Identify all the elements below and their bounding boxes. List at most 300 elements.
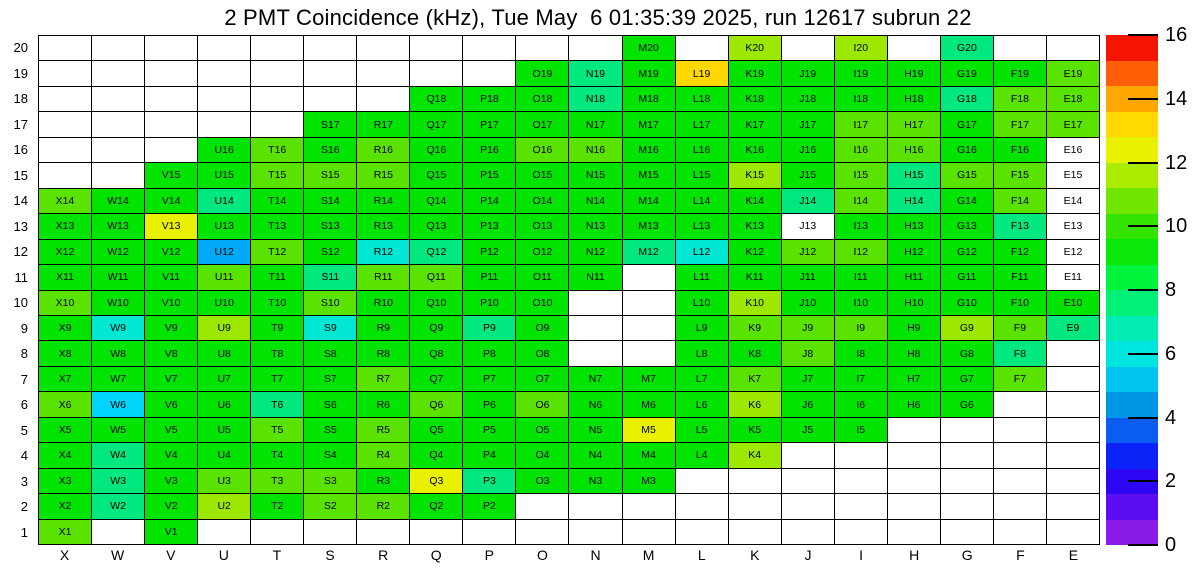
- heatmap-cell-N17: N17: [569, 112, 622, 137]
- heatmap-cell-P6: P6: [463, 392, 516, 417]
- heatmap-cell-W2: W2: [92, 494, 145, 519]
- heatmap-cell-S5: S5: [304, 418, 357, 443]
- heatmap-cell-Q8: Q8: [410, 341, 463, 366]
- heatmap-cell-O5: O5: [516, 418, 569, 443]
- heatmap-cell-empty: [516, 36, 569, 61]
- heatmap-cell-empty: [198, 36, 251, 61]
- heatmap-cell-empty: [251, 87, 304, 112]
- heatmap-cell-empty: [39, 87, 92, 112]
- heatmap-cell-I15: I15: [835, 163, 888, 188]
- heatmap-cell-S14: S14: [304, 189, 357, 214]
- heatmap-cell-O7: O7: [516, 367, 569, 392]
- heatmap-cell-E19: E19: [1047, 61, 1100, 86]
- heatmap-cell-Q12: Q12: [410, 240, 463, 265]
- heatmap-cell-J6: J6: [782, 392, 835, 417]
- heatmap-cell-J17: J17: [782, 112, 835, 137]
- heatmap-cell-empty: [410, 520, 463, 545]
- heatmap-cell-N14: N14: [569, 189, 622, 214]
- heatmap-cell-R6: R6: [357, 392, 410, 417]
- heatmap-cell-O4: O4: [516, 443, 569, 468]
- heatmap-cell-T10: T10: [251, 291, 304, 316]
- heatmap-cell-V6: V6: [145, 392, 198, 417]
- colorbar-tick-8: [1128, 289, 1158, 291]
- heatmap-cell-empty: [304, 36, 357, 61]
- heatmap-cell-V14: V14: [145, 189, 198, 214]
- heatmap-cell-Q16: Q16: [410, 138, 463, 163]
- heatmap-cell-F17: F17: [994, 112, 1047, 137]
- heatmap-cell-empty: [304, 61, 357, 86]
- heatmap-cell-H19: H19: [888, 61, 941, 86]
- heatmap-cell-K10: K10: [729, 291, 782, 316]
- y-tick-label-11: 11: [14, 269, 28, 285]
- heatmap-cell-E12: E12: [1047, 240, 1100, 265]
- heatmap-cell-K8: K8: [729, 341, 782, 366]
- heatmap-cell-O9: O9: [516, 316, 569, 341]
- heatmap-cell-S4: S4: [304, 443, 357, 468]
- heatmap-cell-empty: [941, 469, 994, 494]
- heatmap-cell-N13: N13: [569, 214, 622, 239]
- heatmap-cell-H16: H16: [888, 138, 941, 163]
- heatmap-cell-J14: J14: [782, 189, 835, 214]
- heatmap-cell-empty: [92, 520, 145, 545]
- heatmap-cell-V3: V3: [145, 469, 198, 494]
- heatmap-cell-T12: T12: [251, 240, 304, 265]
- heatmap-cell-Q5: Q5: [410, 418, 463, 443]
- heatmap-cell-P14: P14: [463, 189, 516, 214]
- y-tick-label-15: 15: [13, 167, 28, 183]
- heatmap-cell-J19: J19: [782, 61, 835, 86]
- y-tick-label-2: 2: [20, 499, 28, 514]
- heatmap-cell-empty: [357, 87, 410, 112]
- heatmap-cell-H9: H9: [888, 316, 941, 341]
- heatmap-cell-K15: K15: [729, 163, 782, 188]
- heatmap-cell-S10: S10: [304, 291, 357, 316]
- heatmap-cell-G16: G16: [941, 138, 994, 163]
- heatmap-cell-T15: T15: [251, 163, 304, 188]
- colorbar-tick-label-2: 2: [1165, 470, 1177, 493]
- heatmap-cell-K4: K4: [729, 443, 782, 468]
- heatmap-cell-U7: U7: [198, 367, 251, 392]
- heatmap-cell-empty: [145, 36, 198, 61]
- colorbar-tick-4: [1128, 417, 1158, 419]
- heatmap-cell-I10: I10: [835, 291, 888, 316]
- heatmap-cell-N19: N19: [569, 61, 622, 86]
- heatmap-cell-F10: F10: [994, 291, 1047, 316]
- heatmap-cell-empty: [994, 520, 1047, 545]
- x-tick-label-R: R: [378, 547, 389, 563]
- heatmap-cell-H18: H18: [888, 87, 941, 112]
- heatmap-cell-L16: L16: [676, 138, 729, 163]
- heatmap-cell-G14: G14: [941, 189, 994, 214]
- heatmap-cell-S6: S6: [304, 392, 357, 417]
- heatmap-cell-T16: T16: [251, 138, 304, 163]
- colorbar-band-4: [1106, 418, 1158, 444]
- heatmap-cell-W3: W3: [92, 469, 145, 494]
- heatmap-cell-V7: V7: [145, 367, 198, 392]
- heatmap-cell-L13: L13: [676, 214, 729, 239]
- colorbar-band-19: [1106, 35, 1158, 61]
- heatmap-cell-empty: [888, 469, 941, 494]
- heatmap-cell-empty: [623, 291, 676, 316]
- heatmap-cell-E11: E11: [1047, 265, 1100, 290]
- heatmap-cell-R14: R14: [357, 189, 410, 214]
- heatmap-cell-G20: G20: [941, 36, 994, 61]
- heatmap-cell-I9: I9: [835, 316, 888, 341]
- heatmap-cell-O10: O10: [516, 291, 569, 316]
- heatmap-cell-empty: [1047, 520, 1100, 545]
- heatmap-cell-X4: X4: [39, 443, 92, 468]
- heatmap-cell-O12: O12: [516, 240, 569, 265]
- heatmap-cell-empty: [1047, 418, 1100, 443]
- heatmap-cell-F13: F13: [994, 214, 1047, 239]
- heatmap-cell-Q2: Q2: [410, 494, 463, 519]
- y-tick-label-19: 19: [13, 65, 28, 81]
- heatmap-cell-N6: N6: [569, 392, 622, 417]
- heatmap-cell-I18: I18: [835, 87, 888, 112]
- heatmap-cell-empty: [1047, 494, 1100, 519]
- heatmap-cell-J7: J7: [782, 367, 835, 392]
- heatmap-cell-U6: U6: [198, 392, 251, 417]
- heatmap-cell-V1: V1: [145, 520, 198, 545]
- heatmap-cell-O19: O19: [516, 61, 569, 86]
- heatmap-cell-T7: T7: [251, 367, 304, 392]
- y-tick-label-8: 8: [20, 346, 28, 361]
- heatmap-cell-L19: L19: [676, 61, 729, 86]
- heatmap-cell-E18: E18: [1047, 87, 1100, 112]
- x-tick-label-Q: Q: [430, 547, 442, 563]
- heatmap-cell-empty: [569, 36, 622, 61]
- heatmap-cell-H13: H13: [888, 214, 941, 239]
- colorbar-tick-10: [1128, 225, 1158, 227]
- heatmap-cell-O15: O15: [516, 163, 569, 188]
- colorbar-tick-label-0: 0: [1165, 534, 1177, 556]
- heatmap-cell-empty: [623, 341, 676, 366]
- x-tick-label-T: T: [272, 547, 282, 563]
- colorbar-tick-12: [1128, 162, 1158, 164]
- heatmap-cell-empty: [198, 61, 251, 86]
- heatmap-cell-I12: I12: [835, 240, 888, 265]
- heatmap-cell-X11: X11: [39, 265, 92, 290]
- heatmap-cell-R17: R17: [357, 112, 410, 137]
- heatmap-cell-empty: [92, 138, 145, 163]
- heatmap-cell-U16: U16: [198, 138, 251, 163]
- heatmap-cell-G7: G7: [941, 367, 994, 392]
- heatmap-cell-F7: F7: [994, 367, 1047, 392]
- heatmap-cell-empty: [676, 36, 729, 61]
- heatmap-cell-Q9: Q9: [410, 316, 463, 341]
- heatmap-cell-empty: [888, 520, 941, 545]
- x-tick-label-W: W: [111, 547, 125, 563]
- y-tick-label-9: 9: [20, 320, 28, 336]
- heatmap-grid: [38, 35, 1100, 545]
- heatmap-cell-M12: M12: [623, 240, 676, 265]
- heatmap-cell-L9: L9: [676, 316, 729, 341]
- heatmap-cell-empty: [782, 36, 835, 61]
- heatmap-cell-L8: L8: [676, 341, 729, 366]
- heatmap-cell-W10: W10: [92, 291, 145, 316]
- heatmap-cell-L7: L7: [676, 367, 729, 392]
- heatmap-cell-J5: J5: [782, 418, 835, 443]
- heatmap-cell-G11: G11: [941, 265, 994, 290]
- heatmap-cell-T2: T2: [251, 494, 304, 519]
- heatmap-cell-F18: F18: [994, 87, 1047, 112]
- colorbar-tick-label-12: 12: [1165, 151, 1188, 174]
- heatmap-cell-V12: V12: [145, 240, 198, 265]
- heatmap-cell-E9: E9: [1047, 316, 1100, 341]
- heatmap-cell-H11: H11: [888, 265, 941, 290]
- heatmap-cell-R15: R15: [357, 163, 410, 188]
- heatmap-cell-empty: [145, 112, 198, 137]
- heatmap-cell-V15: V15: [145, 163, 198, 188]
- heatmap-cell-G10: G10: [941, 291, 994, 316]
- heatmap-cell-empty: [92, 61, 145, 86]
- heatmap-cell-N3: N3: [569, 469, 622, 494]
- heatmap-cell-empty: [676, 520, 729, 545]
- y-tick-label-7: 7: [20, 371, 28, 387]
- heatmap-cell-M16: M16: [623, 138, 676, 163]
- heatmap-cell-G6: G6: [941, 392, 994, 417]
- heatmap-cell-P16: P16: [463, 138, 516, 163]
- heatmap-cell-T4: T4: [251, 443, 304, 468]
- x-tick-label-P: P: [484, 547, 495, 563]
- heatmap-cell-I5: I5: [835, 418, 888, 443]
- heatmap-cell-V4: V4: [145, 443, 198, 468]
- heatmap-cell-J8: J8: [782, 341, 835, 366]
- heatmap-cell-empty: [782, 443, 835, 468]
- y-tick-label-16: 16: [13, 142, 28, 157]
- heatmap-cell-empty: [39, 163, 92, 188]
- heatmap-cell-empty: [729, 494, 782, 519]
- heatmap-cell-empty: [569, 494, 622, 519]
- heatmap-cell-W6: W6: [92, 392, 145, 417]
- heatmap-cell-W14: W14: [92, 189, 145, 214]
- y-tick-label-1: 1: [20, 524, 28, 540]
- y-tick-label-5: 5: [20, 422, 28, 438]
- heatmap-cell-T8: T8: [251, 341, 304, 366]
- heatmap-cell-I20: I20: [835, 36, 888, 61]
- colorbar-tick-label-4: 4: [1165, 406, 1177, 429]
- heatmap-cell-J15: J15: [782, 163, 835, 188]
- heatmap-cell-E16: E16: [1047, 138, 1100, 163]
- heatmap-cell-U8: U8: [198, 341, 251, 366]
- heatmap-cell-M15: M15: [623, 163, 676, 188]
- heatmap-cell-S15: S15: [304, 163, 357, 188]
- heatmap-cell-P4: P4: [463, 443, 516, 468]
- heatmap-cell-R2: R2: [357, 494, 410, 519]
- colorbar-tick-label-14: 14: [1165, 87, 1188, 110]
- colorbar-band-0: [1106, 520, 1158, 546]
- heatmap-cell-U5: U5: [198, 418, 251, 443]
- x-tick-label-G: G: [961, 547, 973, 563]
- heatmap-cell-O6: O6: [516, 392, 569, 417]
- heatmap-cell-empty: [1047, 443, 1100, 468]
- heatmap-cell-empty: [729, 520, 782, 545]
- heatmap-cell-X2: X2: [39, 494, 92, 519]
- heatmap-cell-K7: K7: [729, 367, 782, 392]
- heatmap-cell-P12: P12: [463, 240, 516, 265]
- heatmap-cell-empty: [516, 520, 569, 545]
- heatmap-cell-empty: [92, 87, 145, 112]
- heatmap-cell-F11: F11: [994, 265, 1047, 290]
- heatmap-cell-T9: T9: [251, 316, 304, 341]
- heatmap-cell-L17: L17: [676, 112, 729, 137]
- heatmap-cell-I17: I17: [835, 112, 888, 137]
- heatmap-cell-H15: H15: [888, 163, 941, 188]
- heatmap-cell-U15: U15: [198, 163, 251, 188]
- heatmap-cell-I8: I8: [835, 341, 888, 366]
- heatmap-cell-Q4: Q4: [410, 443, 463, 468]
- heatmap-cell-M20: M20: [623, 36, 676, 61]
- heatmap-cell-U12: U12: [198, 240, 251, 265]
- x-axis-labels: [38, 547, 1100, 567]
- heatmap-cell-Q17: Q17: [410, 112, 463, 137]
- heatmap-cell-F19: F19: [994, 61, 1047, 86]
- colorbar-tick-label-8: 8: [1165, 279, 1177, 301]
- heatmap-cell-I16: I16: [835, 138, 888, 163]
- heatmap-cell-J18: J18: [782, 87, 835, 112]
- colorbar-band-14: [1106, 163, 1158, 189]
- heatmap-cell-K14: K14: [729, 189, 782, 214]
- heatmap-cell-M5: M5: [623, 418, 676, 443]
- heatmap-cell-empty: [623, 316, 676, 341]
- heatmap-cell-K18: K18: [729, 87, 782, 112]
- heatmap-cell-U4: U4: [198, 443, 251, 468]
- heatmap-cell-N7: N7: [569, 367, 622, 392]
- heatmap-cell-empty: [92, 112, 145, 137]
- heatmap-cell-L12: L12: [676, 240, 729, 265]
- heatmap-cell-empty: [623, 265, 676, 290]
- heatmap-cell-O11: O11: [516, 265, 569, 290]
- heatmap-cell-U3: U3: [198, 469, 251, 494]
- y-tick-label-18: 18: [13, 91, 28, 106]
- colorbar-band-18: [1106, 61, 1158, 87]
- heatmap-cell-Q18: Q18: [410, 87, 463, 112]
- colorbar-band-15: [1106, 137, 1158, 163]
- heatmap-cell-empty: [410, 61, 463, 86]
- colorbar-band-3: [1106, 443, 1158, 469]
- heatmap-cell-empty: [623, 494, 676, 519]
- x-tick-label-X: X: [59, 547, 70, 563]
- heatmap-cell-R10: R10: [357, 291, 410, 316]
- heatmap-cell-K20: K20: [729, 36, 782, 61]
- heatmap-cell-U11: U11: [198, 265, 251, 290]
- heatmap-cell-T3: T3: [251, 469, 304, 494]
- y-axis-labels: [0, 35, 34, 545]
- heatmap-cell-H12: H12: [888, 240, 941, 265]
- heatmap-cell-empty: [676, 469, 729, 494]
- heatmap-cell-empty: [198, 87, 251, 112]
- x-tick-label-E: E: [1068, 547, 1079, 563]
- heatmap-cell-X5: X5: [39, 418, 92, 443]
- heatmap-cell-empty: [145, 87, 198, 112]
- heatmap-cell-T5: T5: [251, 418, 304, 443]
- heatmap-cell-empty: [569, 316, 622, 341]
- x-tick-label-F: F: [1016, 547, 1025, 563]
- heatmap-cell-X14: X14: [39, 189, 92, 214]
- heatmap-cell-X3: X3: [39, 469, 92, 494]
- heatmap-cell-J11: J11: [782, 265, 835, 290]
- heatmap-cell-J16: J16: [782, 138, 835, 163]
- heatmap-cell-G8: G8: [941, 341, 994, 366]
- heatmap-cell-U13: U13: [198, 214, 251, 239]
- heatmap-cell-empty: [835, 494, 888, 519]
- heatmap-cell-H6: H6: [888, 392, 941, 417]
- heatmap-cell-R5: R5: [357, 418, 410, 443]
- heatmap-cell-M13: M13: [623, 214, 676, 239]
- heatmap-cell-V2: V2: [145, 494, 198, 519]
- heatmap-cell-O14: O14: [516, 189, 569, 214]
- chart-title: 2 PMT Coincidence (kHz), Tue May 6 01:35:39 2025, run 12617 subrun 22: [224, 5, 972, 30]
- heatmap-cell-O17: O17: [516, 112, 569, 137]
- heatmap-cell-K6: K6: [729, 392, 782, 417]
- heatmap-cell-empty: [941, 520, 994, 545]
- heatmap-cell-R3: R3: [357, 469, 410, 494]
- y-tick-label-12: 12: [13, 244, 28, 259]
- heatmap-cell-Q3: Q3: [410, 469, 463, 494]
- heatmap-cell-F14: F14: [994, 189, 1047, 214]
- heatmap-cell-N11: N11: [569, 265, 622, 290]
- heatmap-cell-X8: X8: [39, 341, 92, 366]
- x-tick-label-K: K: [750, 547, 760, 563]
- colorbar-band-1: [1106, 494, 1158, 520]
- y-tick-label-17: 17: [13, 116, 28, 132]
- heatmap-cell-empty: [198, 520, 251, 545]
- x-tick-label-O: O: [536, 547, 548, 563]
- heatmap-cell-H10: H10: [888, 291, 941, 316]
- colorbar-tick-16: [1128, 34, 1158, 36]
- heatmap-cell-I19: I19: [835, 61, 888, 86]
- colorbar-tick-label-16: 16: [1165, 24, 1188, 46]
- x-tick-label-U: U: [218, 547, 229, 563]
- heatmap-cell-O16: O16: [516, 138, 569, 163]
- heatmap-cell-empty: [782, 494, 835, 519]
- heatmap-cell-empty: [39, 112, 92, 137]
- heatmap-cell-empty: [994, 392, 1047, 417]
- heatmap-cell-W9: W9: [92, 316, 145, 341]
- heatmap-cell-V13: V13: [145, 214, 198, 239]
- heatmap-cell-J12: J12: [782, 240, 835, 265]
- heatmap-cell-empty: [1047, 392, 1100, 417]
- heatmap-cell-V11: V11: [145, 265, 198, 290]
- heatmap-cell-G12: G12: [941, 240, 994, 265]
- heatmap-cell-T6: T6: [251, 392, 304, 417]
- heatmap-cell-empty: [1047, 36, 1100, 61]
- heatmap-cell-W5: W5: [92, 418, 145, 443]
- heatmap-cell-H14: H14: [888, 189, 941, 214]
- heatmap-cell-W11: W11: [92, 265, 145, 290]
- heatmap-cell-P11: P11: [463, 265, 516, 290]
- heatmap-cell-J9: J9: [782, 316, 835, 341]
- heatmap-cell-S8: S8: [304, 341, 357, 366]
- colorbar-band-9: [1106, 290, 1158, 316]
- heatmap-cell-P7: P7: [463, 367, 516, 392]
- heatmap-cell-G19: G19: [941, 61, 994, 86]
- heatmap-cell-empty: [198, 112, 251, 137]
- colorbar-tick-6: [1128, 353, 1158, 355]
- heatmap-cell-empty: [729, 469, 782, 494]
- y-tick-label-14: 14: [13, 193, 28, 208]
- heatmap-cell-empty: [145, 61, 198, 86]
- heatmap-cell-O3: O3: [516, 469, 569, 494]
- heatmap-cell-S13: S13: [304, 214, 357, 239]
- heatmap-cell-L11: L11: [676, 265, 729, 290]
- heatmap-cell-empty: [623, 520, 676, 545]
- heatmap-cell-U9: U9: [198, 316, 251, 341]
- heatmap-cell-empty: [92, 163, 145, 188]
- heatmap-cell-S17: S17: [304, 112, 357, 137]
- heatmap-cell-L6: L6: [676, 392, 729, 417]
- heatmap-cell-R7: R7: [357, 367, 410, 392]
